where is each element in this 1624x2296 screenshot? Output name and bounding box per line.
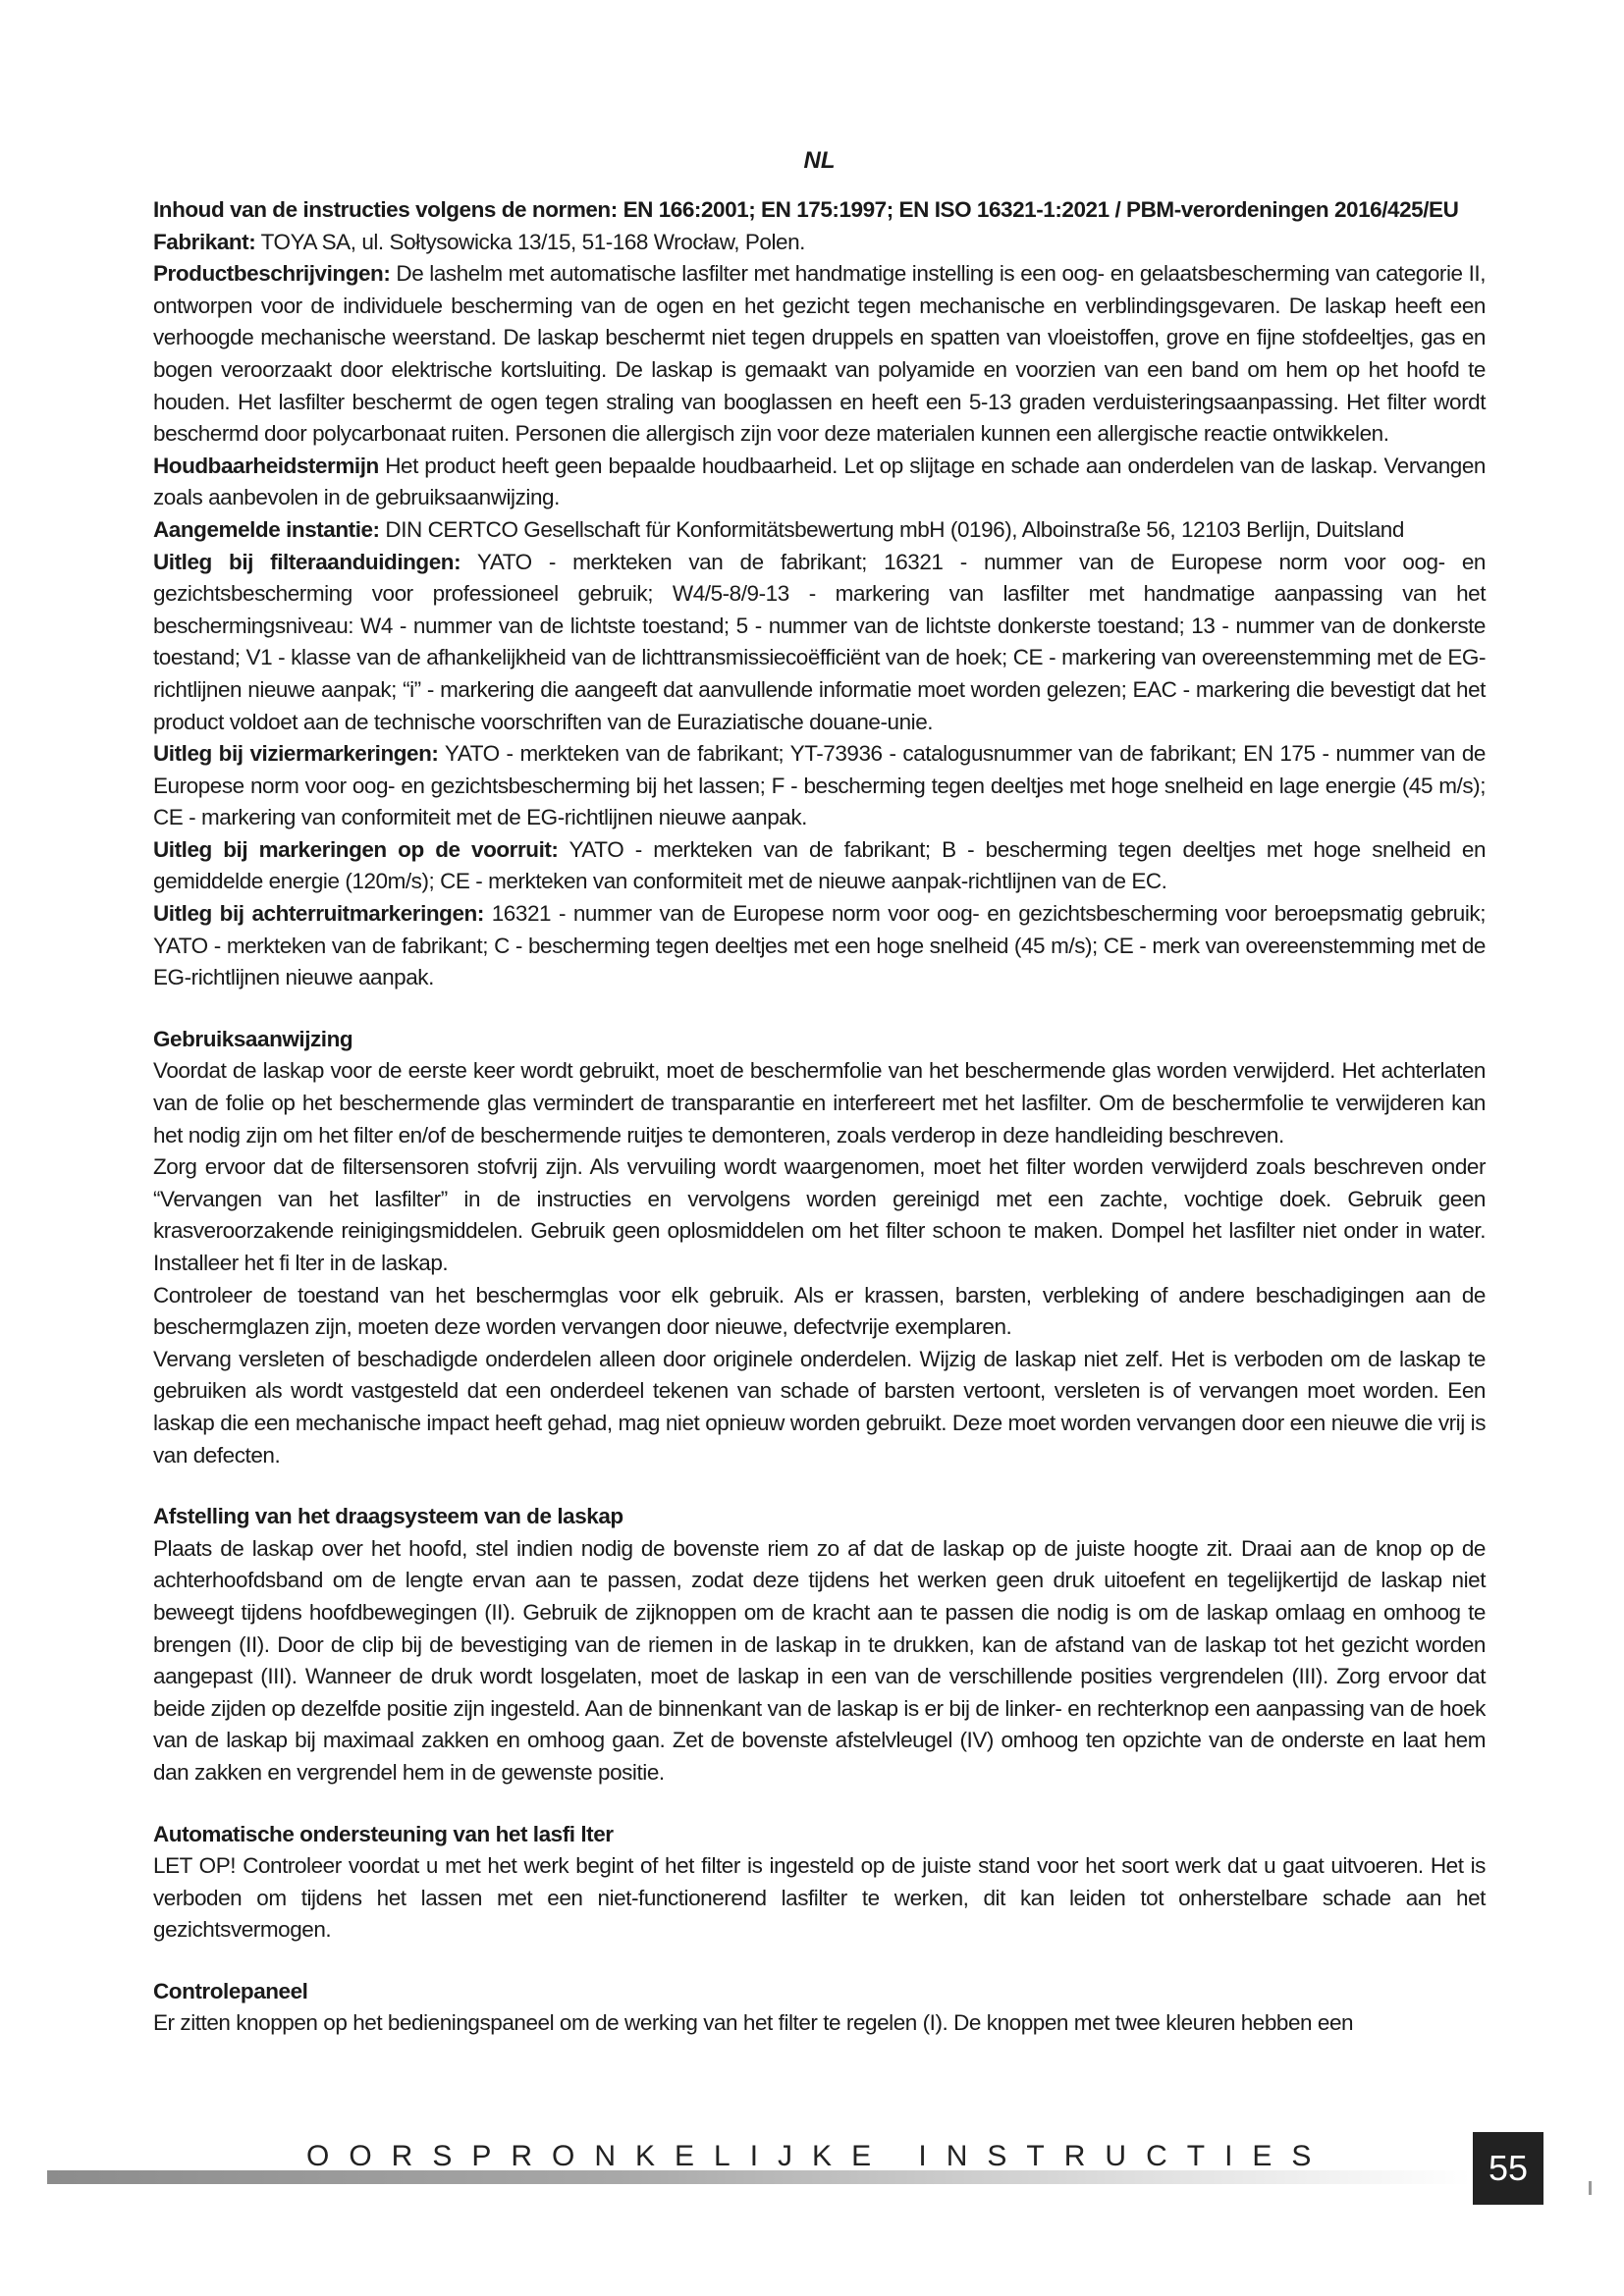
section-paragraph: Plaats de laskap over het hoofd, stel indien nodig de bovenste riem zo af dat de laskap op de juiste hoogte zit. Draai aan de knop op de achterhoofdsband om de lengte ervan aan te passen, zodat deze tijdens het werken geen druk uitoefent en tegelijkertijd de laskap niet beweegt tijdens hoofdbewegingen (II). Gebruik de zijknoppen om de kracht aan te passen die nodig is om de laskap omlaag en omhoog te brengen (II). Door de clip bij de bevestiging van de riemen in de laskap in te drukken, kan de afstand van de laskap tot het gezicht worden aangepast (III). Wanneer de druk wordt losgelaten, moet de laskap in een van de verschillende posities vergrendelen (III). Zorg ervoor dat beide zijden op dezelfde positie zijn ingesteld. Aan de binnenkant van de laskap is er bij de linker- en rechterknop een aanpassing van de hoek van de laskap bij maximaal zakken en omhoog gaan. Zet de bovenste afstelvleugel (IV) omhoog ten opzichte van de onderste en laat hem dan zakken en vergrendel hem in de gewenste positie. (153, 1535, 1486, 1785)
notified-body-label: Aangemelde instantie: (153, 516, 380, 542)
language-header: NL (803, 147, 836, 174)
manufacturer-paragraph (153, 227, 1486, 259)
section-paragraph: Vervang versleten of beschadigde onderdelen alleen door originele onderdelen. Wijzig de laskap niet zelf. Het is verboden om de laskap te gebruiken als wordt vastgesteld dat een onderdeel tekenen van schade of barsten vertoont, versleten is of vervangen moet worden. Een laskap die een mechanische impact heeft gehad, mag niet opnieuw worden gebruikt. Deze moet worden vervangen door een nieuwe die vrij is van defecten. (153, 1346, 1486, 1468)
section-paragraph: LET OP! Controleer voordat u met het werk begint of het filter is ingesteld op de juiste stand voor het soort werk dat u gaat uitvoeren. Het is verboden om tijdens het lassen met een niet-functionerend lasfilter te werken, dit kan leiden tot onherstelbare schade aan het gezichtsvermogen. (153, 1853, 1486, 1943)
intro-block (153, 194, 1486, 994)
norms-paragraph (153, 194, 1486, 227)
section-heading: Automatische ondersteuning van het lasfi lter (153, 1821, 614, 1846)
section-paragraph: Controleer de toestand van het beschermglas voor elk gebruik. Als er krassen, barsten, verbleking of andere beschadigingen aan de beschermglazen zijn, moeten deze worden vervangen door nieuwe, defectvrije exemplaren. (153, 1282, 1486, 1340)
product-description-paragraph (153, 258, 1486, 451)
section-paragraph: Zorg ervoor dat de filtersensoren stofvrij zijn. Als vervuiling wordt waargenomen, moet het filter worden verwijderd zoals beschreven onder “Vervangen van het lasfilter” in de instructies en vervolgens worden gereinigd met een zachte, vochtige doek. Gebruik geen krasveroorzakende reinigingsmiddelen. Gebruik geen oplosmiddelen om het filter schoon te maken. Dompel het lasfilter niet onder in water. Installeer het fi lter in de laskap. (153, 1154, 1486, 1275)
filter-markings-text: YATO - merkteken van de fabrikant; 16321 - nummer van de Europese norm voor oog- en gezichtsbescherming voor professioneel gebruik; W4/5-8/9-13 - markering van lasfilter met handmatige aanpassing van het beschermingsniveau: W4 - nummer van de lichtste toestand; 5 - nummer van de lichtste donkerste toestand; 13 - nummer van de donkerste toestand; V1 - klasse van de afhankelijkheid van de lichttransmissiecoëfficiënt van de hoek; CE - markering van overeenstemming met de EG-richtlijnen nieuwe aanpak; “i” - markering die aangeeft dat aanvullende informatie moet worden gelezen; EAC - markering die bevestigt dat het product voldoet aan de technische voorschriften van de Euraziatische douane-unie. (153, 549, 1486, 734)
section-heading: Controlepaneel (153, 1978, 308, 2003)
notified-body-paragraph (153, 514, 1486, 547)
manufacturer-text: TOYA SA, ul. Sołtysowicka 13/15, 51-168 Wrocław, Polen. (255, 229, 805, 254)
shelf-life-label: Houdbaarheidstermijn (153, 453, 379, 478)
product-description-label: Productbeschrijvingen: (153, 261, 391, 287)
section-paragraph: Er zitten knoppen op het bedieningspaneel om de werking van het filter te regelen (I). De knoppen met twee kleuren hebben een (153, 2010, 1354, 2036)
edge-mark (1589, 2181, 1592, 2195)
shelf-life-text: Het product heeft geen bepaalde houdbaarheid. Let op slijtage en schade aan onderdelen van de laskap. Vervangen zoals aanbevolen in de gebruiksaanwijzing. (153, 453, 1486, 510)
footer-title: OORSPRONKELIJKE INSTRUCTIES (306, 2140, 1331, 2172)
front-glass-markings-text: YATO - merkteken van de fabrikant; B - bescherming tegen deeltjes met hoge snelheid en gemiddelde energie (120m/s); CE - merkteken van conformiteit met de nieuwe aanpak-richtlijnen van de EC. (153, 836, 1487, 894)
rear-glass-markings-paragraph (153, 898, 1486, 994)
manufacturer-label: Fabrikant: (153, 229, 256, 254)
section-control-panel (153, 1976, 1486, 2040)
filter-markings-label: Uitleg bij filteraanduidingen: (153, 549, 461, 574)
page-content (153, 147, 1486, 2040)
section-heading: Gebruiksaanwijzing (153, 1026, 353, 1051)
section-usage (153, 1024, 1486, 1471)
visor-markings-text: YATO - merkteken van de fabrikant; YT-73936 - catalogusnummer van de fabrikant; EN 175 - nummer van de Europese norm voor oog- en gezichtsbescherming bij het lassen; F - bescherming tegen deeltjes met hoge snelheid en lage energie (45 m/s); CE - markering van conformiteit met de EG-richtlijnen nieuwe aanpak. (153, 741, 1486, 830)
section-paragraph: Voordat de laskap voor de eerste keer wordt gebruikt, moet de beschermfolie van het beschermende glas worden verwijderd. Het achterlaten van de folie op het beschermende glas vermindert de transparantie en interfereert met het lasfilter. Om de beschermfolie te verwijderen kan het nodig zijn om het filter en/of de beschermende ruitjes te demonteren, zoals verderop in deze handleiding beschreven. (153, 1058, 1486, 1148)
section-heading: Afstelling van het draagsysteem van de laskap (153, 1504, 623, 1529)
front-glass-markings-paragraph (153, 834, 1486, 898)
norms-title: Inhoud van de instructies volgens de normen: EN 166:2001; EN 175:1997; EN ISO 16321-1:2021 / PBM-verordeningen 2016/425/EU (153, 197, 1459, 222)
page-number: 55 (1473, 2132, 1543, 2205)
filter-markings-paragraph (153, 547, 1486, 739)
product-description-text: De lashelm met automatische lasfilter met handmatige instelling is een oog- en gelaatsbescherming van categorie II, ontworpen voor de individuele bescherming van de ogen en het gezicht tegen mechanische en verblindingsgevaren. De laskap heeft een verhoogde mechanische weerstand. De laskap beschermt niet tegen druppels en spatten van vloeistoffen, grove en fijne stofdeeltjes, gas en bogen veroorzaakt door elektrische kortsluiting. De laskap is gemaakt van polyamide en voorzien van een band om hem op het hoofd te houden. Het lasfilter beschermt de ogen tegen straling van booglassen en heeft een 5-13 graden verduisteringsaanpassing. Het filter wordt beschermd door polycarbonaat ruiten. Personen die allergisch zijn voor deze materialen kunnen een allergische reactie ontwikkelen. (153, 261, 1486, 447)
rear-glass-markings-text: 16321 - nummer van de Europese norm voor oog- en gezichtsbescherming voor beroepsmatig gebruik; YATO - merkteken van de fabrikant; C - bescherming tegen deeltjes met een hoge snelheid (45 m/s); CE - merk van overeenstemming met de EG-richtlijnen nieuwe aanpak. (153, 901, 1486, 990)
shelf-life-paragraph (153, 451, 1486, 514)
section-adjustment (153, 1501, 1486, 1789)
rear-glass-markings-label: Uitleg bij achterruitmarkeringen: (153, 901, 484, 927)
section-auto-filter (153, 1819, 1486, 1947)
front-glass-markings-label: Uitleg bij markeringen op de voorruit: (153, 836, 559, 862)
visor-markings-label: Uitleg bij viziermarkeringen: (153, 741, 439, 767)
notified-body-text: DIN CERTCO Gesellschaft für Konformitätsbewertung mbH (0196), Alboinstraße 56, 12103 Berlijn, Duitsland (379, 516, 1404, 542)
visor-markings-paragraph (153, 738, 1486, 834)
